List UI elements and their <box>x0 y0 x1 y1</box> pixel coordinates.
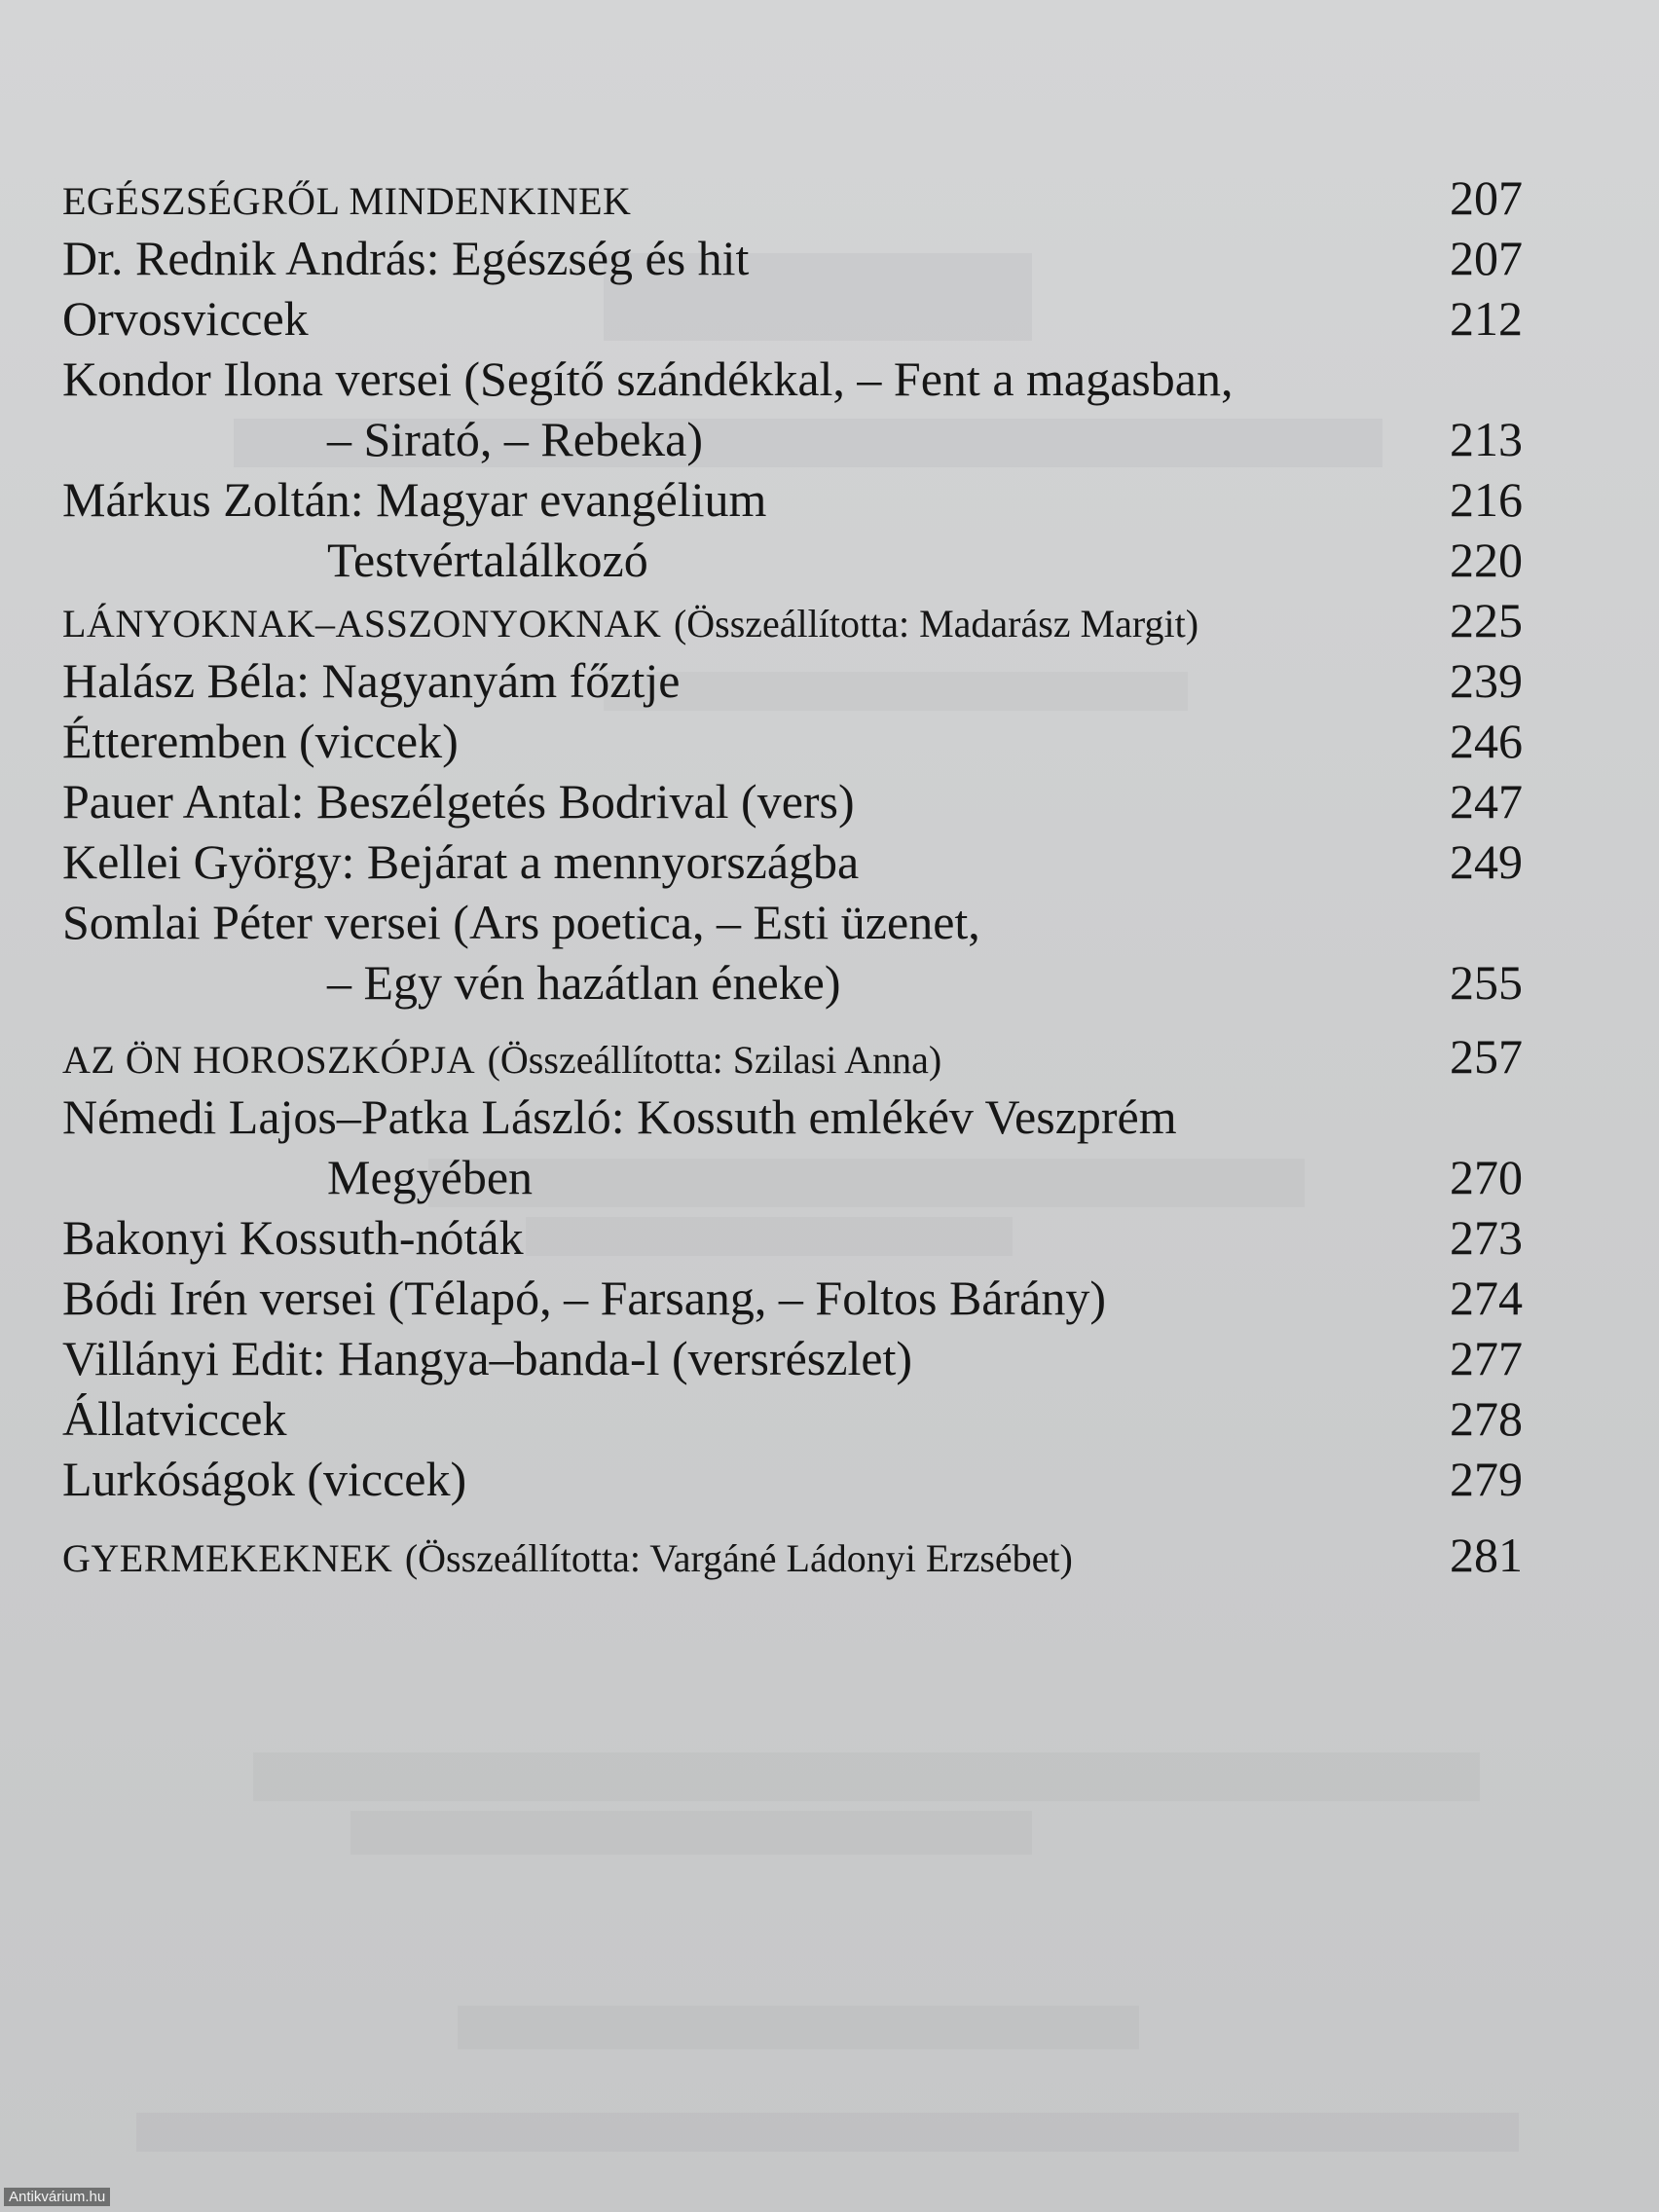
toc-entry <box>62 228 1523 288</box>
toc-page-number: 239 <box>1450 653 1523 708</box>
toc-entry <box>62 771 1523 831</box>
toc-entry <box>62 167 1523 228</box>
toc-entry-title: – Egy vén hazátlan éneke) <box>327 955 841 1010</box>
toc-entry <box>62 711 1523 771</box>
toc-entry <box>62 469 1523 530</box>
toc-entry <box>62 952 1523 1013</box>
section-heading: GYERMEKEKNEK <box>62 1536 393 1580</box>
section-heading: LÁNYOKNAK–ASSZONYOKNAK <box>62 602 662 645</box>
section-editor: (Összeállította: Madarász Margit) <box>673 602 1199 645</box>
toc-page-number: 273 <box>1450 1210 1523 1265</box>
section-heading: EGÉSZSÉGRŐL MINDENKINEK <box>62 179 632 223</box>
toc-entry-title: Testvértalálkozó <box>327 533 648 587</box>
toc-entry-title: Orvosviccek <box>62 291 309 346</box>
toc-page-number: 213 <box>1450 412 1523 466</box>
toc-entry-title: Villányi Edit: Hangya–banda-l (versrészlet) <box>62 1331 913 1385</box>
toc-page-number: 247 <box>1450 774 1523 829</box>
toc-entry-title: Lurkóságok (viccek) <box>62 1452 467 1506</box>
toc-section-title <box>62 590 1198 654</box>
toc-page-number: 270 <box>1450 1150 1523 1204</box>
toc-entry <box>62 349 1523 409</box>
toc-entry <box>62 1207 1523 1268</box>
toc-page-number: 249 <box>1450 834 1523 889</box>
toc-entry-title: Halász Béla: Nagyanyám főztje <box>62 653 681 708</box>
toc-entry <box>62 1026 1523 1087</box>
toc-section-title <box>62 1026 941 1090</box>
toc-entry-title: Kellei György: Bejárat a mennyországba <box>62 834 860 889</box>
toc-entry <box>62 288 1523 349</box>
toc-page-number: 274 <box>1450 1271 1523 1325</box>
toc-section-title <box>62 1525 1073 1589</box>
toc-page-number: 279 <box>1450 1452 1523 1506</box>
toc-entry-title: Kondor Ilona versei (Segítő szándékkal, – Fent a magasban, <box>62 351 1234 406</box>
toc-entry-title: Somlai Péter versei (Ars poetica, – Esti üzenet, <box>62 895 980 949</box>
toc-entry <box>62 530 1523 590</box>
toc-entry-title: Pauer Antal: Beszélgetés Bodrival (vers) <box>62 774 855 829</box>
toc-page-number: 207 <box>1450 170 1523 225</box>
toc-entry-title: Megyében <box>327 1150 534 1204</box>
toc-page-number: 257 <box>1450 1029 1523 1084</box>
toc-page-number: 216 <box>1450 472 1523 527</box>
toc-page-number: 220 <box>1450 533 1523 587</box>
toc-page-number: 246 <box>1450 714 1523 768</box>
toc-entry <box>62 831 1523 892</box>
toc-entry <box>62 1449 1523 1509</box>
toc-page-number: 207 <box>1450 231 1523 285</box>
toc-entry-title: Dr. Rednik András: Egészség és hit <box>62 231 750 285</box>
toc-entry-title: Márkus Zoltán: Magyar evangélium <box>62 472 767 527</box>
toc-page-number: 255 <box>1450 955 1523 1010</box>
toc-entry <box>62 650 1523 711</box>
toc-entry <box>62 1087 1523 1147</box>
toc-page-number: 212 <box>1450 291 1523 346</box>
section-editor: (Összeállította: Szilasi Anna) <box>487 1038 942 1082</box>
toc-entry-title: Némedi Lajos–Patka László: Kossuth emlékév Veszprém <box>62 1089 1177 1144</box>
toc-entry <box>62 1147 1523 1207</box>
toc-entry-title: Étteremben (viccek) <box>62 714 459 768</box>
toc-page-number: 278 <box>1450 1391 1523 1446</box>
toc-section-title <box>62 167 631 232</box>
toc-entry <box>62 1525 1523 1585</box>
toc-page-number: 225 <box>1450 593 1523 647</box>
toc-entry <box>62 1388 1523 1449</box>
site-watermark: Antikvárium.hu <box>4 2188 110 2206</box>
toc-entry <box>62 1268 1523 1328</box>
section-heading: AZ ÖN HOROSZKÓPJA <box>62 1038 476 1082</box>
toc-entry <box>62 590 1523 650</box>
toc-entry <box>62 892 1523 952</box>
toc-entry-title: Bódi Irén versei (Télapó, – Farsang, – Foltos Bárány) <box>62 1271 1106 1325</box>
toc-entry-title: – Sirató, – Rebeka) <box>327 412 704 466</box>
toc-entry <box>62 1328 1523 1388</box>
section-editor: (Összeállította: Vargáné Ládonyi Erzsébet) <box>404 1536 1073 1580</box>
toc-entry <box>62 409 1523 469</box>
toc-page-number: 281 <box>1450 1528 1523 1582</box>
toc-page-number: 277 <box>1450 1331 1523 1385</box>
toc-entry-title: Állatviccek <box>62 1391 287 1446</box>
toc-entry-title: Bakonyi Kossuth-nóták <box>62 1210 524 1265</box>
